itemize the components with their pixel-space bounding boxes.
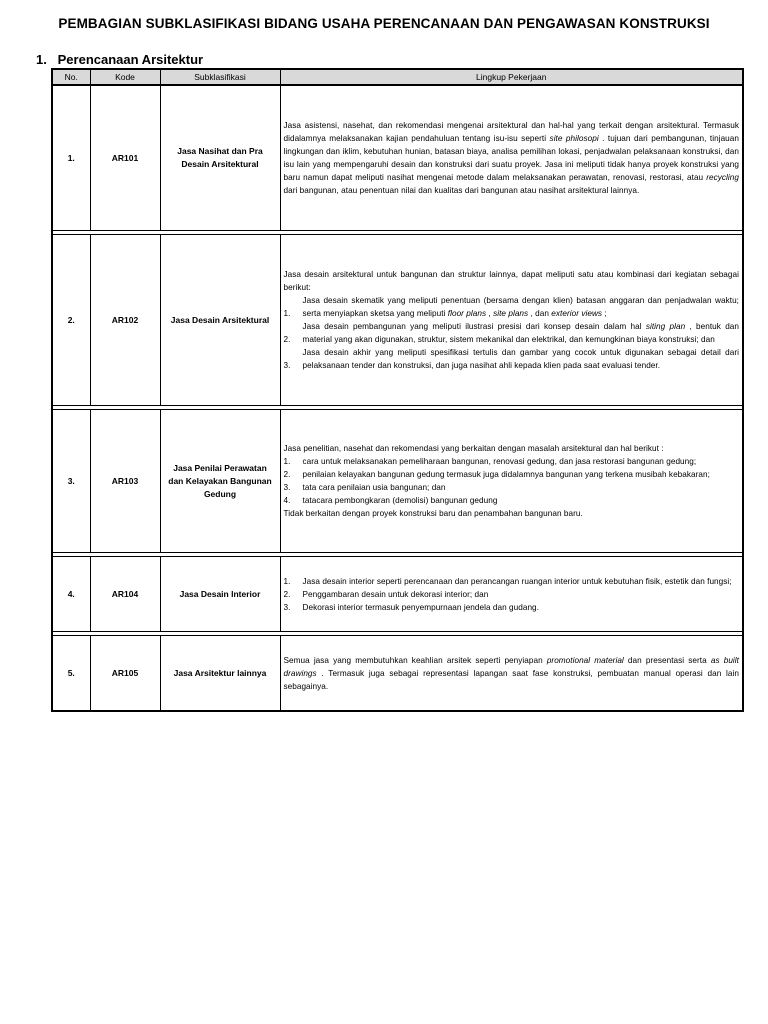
row-subklasifikasi: Jasa Desain Interior bbox=[160, 557, 280, 632]
list-item: 1. Jasa desain interior seperti perencanaan dan perancangan ruangan interior untuk kebutuhan fisik, estetik dan fungsi; bbox=[283, 576, 732, 586]
list-item: 1. Jasa desain skematik yang meliputi penentuan (bersama dengan klien) batasan anggaran dan penjadwalan waktu; serta menyiapkan sketsa yang meliputi floor plans , site plans , dan exterior views ; bbox=[283, 296, 739, 318]
lingkup-intro: Jasa desain arsitektural untuk bangunan dan struktur lainnya, dapat meliputi satu atau kombinasi dari kegiatan sebagai berikut: bbox=[283, 270, 739, 292]
row-lingkup bbox=[280, 410, 743, 553]
row-subklasifikasi: Jasa Arsitektur lainnya bbox=[160, 636, 280, 712]
header-lingkup-pekerjaan: Lingkup Pekerjaan bbox=[280, 69, 743, 85]
row-lingkup: Jasa asistensi, nasehat, dan rekomendasi mengenai arsitektural dan hal-hal yang terkait dengan arsitektural. Termasuk didalamnya melaksanakan kajian pendahuluan tentang isu-isu seperti site philosopi . tujuan dari pembangunan, tinjauan lingkungan dan iklim, kebutuhan hunian, batasan biaya, analisa pemilihan lokasi, penjadwalan pelaksanaan konstruksi, dan isu lain yang mempengaruhi desain dan konstruksi dari suatu proyek. Jasa ini meliputi tidak hanya proyek konstruksi yang baru namun dapat meliputi nasihat mengenai metode dalam melaksanakan perawatan, renovasi, restorasi, atau recycling dari bangunan, atau penentuan nilai dan kualitas dari bangunan atau nasihat arsitektural lainnya. bbox=[280, 85, 743, 231]
row-kode: AR105 bbox=[90, 636, 160, 712]
header-subklasifikasi: Subklasifikasi bbox=[160, 69, 280, 85]
table-header-row bbox=[52, 69, 743, 85]
row-no: 4. bbox=[52, 557, 90, 632]
row-subklasifikasi: Jasa Penilai Perawatan dan Kelayakan Bangunan Gedung bbox=[160, 410, 280, 553]
subclassification-table bbox=[51, 68, 744, 712]
row-kode: AR103 bbox=[90, 410, 160, 553]
row-kode: AR101 bbox=[90, 85, 160, 231]
row-lingkup bbox=[280, 235, 743, 406]
lingkup-outro: Tidak berkaitan dengan proyek konstruksi baru dan penambahan bangunan baru. bbox=[283, 509, 583, 518]
list-item: 3. Jasa desain akhir yang meliputi spesifikasi tertulis dan gambar yang cocok untuk digunakan sebagai detail dari pelaksanaan tender dan konstruksi, dan juga nasihat ahli kepada klien pada saat evaluasi tender. bbox=[283, 348, 739, 370]
document-title: PEMBAGIAN SUBKLASIFIKASI BIDANG USAHA PERENCANAAN DAN PENGAWASAN KONSTRUKSI bbox=[58, 16, 710, 31]
header-kode: Kode bbox=[90, 69, 160, 85]
lingkup-intro: Jasa penelitian, nasehat dan rekomendasi yang berkaitan dengan masalah arsitektural dan hal berikut : bbox=[283, 444, 664, 453]
header-no: No. bbox=[52, 69, 90, 85]
table-row bbox=[52, 235, 743, 406]
table-row bbox=[52, 85, 743, 231]
list-item: 1. cara untuk melaksanakan pemeliharaan bangunan, renovasi gedung, dan jasa restorasi bangunan gedung; bbox=[283, 457, 697, 466]
row-no: 3. bbox=[52, 410, 90, 553]
list-item: 2. Penggambaran desain untuk dekorasi interior; dan bbox=[283, 589, 489, 599]
list-item: 3. tata cara penilaian usia bangunan; dan bbox=[283, 483, 446, 492]
list-item: 2. Jasa desain pembangunan yang meliputi ilustrasi presisi dari konsep desain dalam hal siting plan , bentuk dan material yang akan digunakan, struktur, sistem mekanikal dan elektrikal, dan kemungkinan biaya konstruksi; dan bbox=[283, 322, 740, 344]
section-number: 1. bbox=[36, 52, 47, 67]
row-lingkup bbox=[280, 557, 743, 632]
table-row bbox=[52, 410, 743, 553]
list-item: 3. Dekorasi interior termasuk penyempurnaan jendela dan gudang. bbox=[283, 602, 539, 612]
row-lingkup: Semua jasa yang membutuhkan keahlian arsitek seperti penyiapan promotional material dan presentasi serta as built drawings . Termasuk juga sebagai representasi lapangan saat fase konstruksi, pembuatan manual operasi dan lain sebagainya. bbox=[280, 636, 743, 712]
section-title: Perencanaan Arsitektur bbox=[57, 52, 204, 67]
list-item: 4. tatacara pembongkaran (demolisi) bangunan gedung bbox=[283, 496, 498, 505]
row-subklasifikasi: Jasa Nasihat dan Pra Desain Arsitektural bbox=[160, 85, 280, 231]
table-row bbox=[52, 557, 743, 632]
row-no: 2. bbox=[52, 235, 90, 406]
row-subklasifikasi: Jasa Desain Arsitektural bbox=[160, 235, 280, 406]
section-heading bbox=[36, 52, 203, 67]
row-no: 5. bbox=[52, 636, 90, 712]
row-no: 1. bbox=[52, 85, 90, 231]
row-kode: AR104 bbox=[90, 557, 160, 632]
list-item: 2. penilaian kelayakan bangunan gedung termasuk juga didalamnya bangunan yang terkena musibah kebakaran; bbox=[283, 470, 710, 479]
table-row bbox=[52, 636, 743, 712]
row-kode: AR102 bbox=[90, 235, 160, 406]
